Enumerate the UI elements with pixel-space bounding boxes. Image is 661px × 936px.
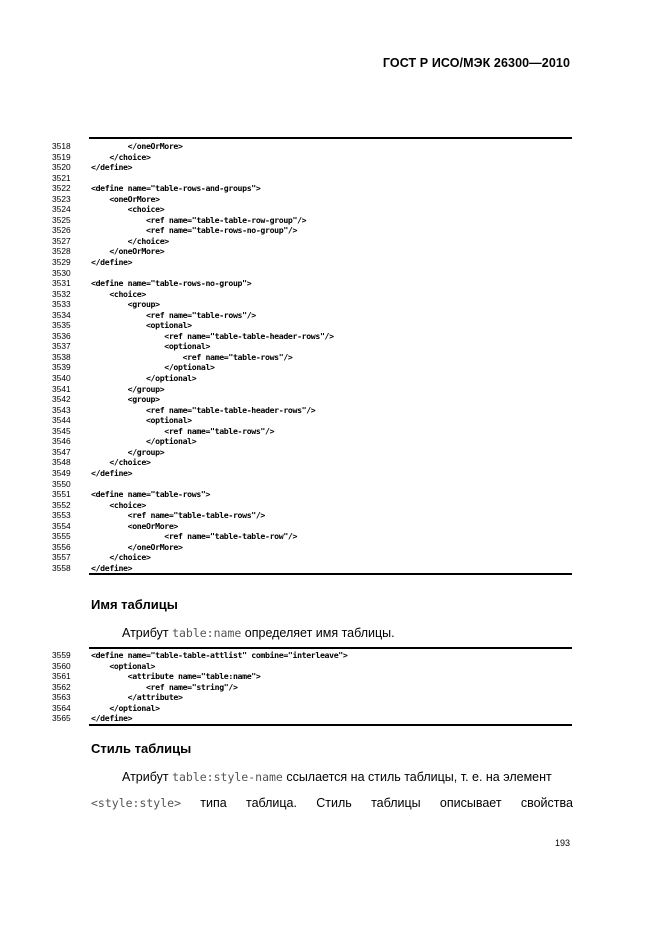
code-text: <define name="table-rows-and-groups"> (91, 183, 261, 194)
code-text: <define name="table-rows"> (91, 489, 211, 500)
line-number: 3538 (52, 351, 71, 362)
code-text: <choice> (91, 288, 146, 299)
code-line (52, 457, 572, 468)
page-number: 193 (554, 838, 570, 848)
line-number: 3547 (52, 446, 71, 457)
line-number: 3552 (52, 499, 71, 510)
code-line (52, 552, 572, 563)
code-line (52, 415, 572, 426)
code-line (52, 162, 572, 173)
code-line (52, 152, 572, 163)
code-text: <attribute name="table:name"> (91, 671, 261, 682)
code-text: <ref name="table-rows"/> (91, 309, 256, 320)
code-text: <ref name="table-table-rows"/> (91, 510, 266, 521)
line-number: 3565 (52, 713, 71, 724)
line-number: 3557 (52, 552, 71, 563)
line-number: 3543 (52, 404, 71, 415)
code-line (52, 394, 572, 405)
code-text: </optional> (91, 373, 197, 384)
line-number: 3556 (52, 541, 71, 552)
code-line (52, 692, 572, 703)
line-number: 3537 (52, 341, 71, 352)
line-number: 3539 (52, 362, 71, 373)
line-number: 3518 (52, 141, 71, 151)
code-line (52, 489, 572, 500)
code-line (52, 426, 572, 437)
code-line (52, 352, 572, 363)
line-number: 3555 (52, 531, 71, 542)
code-line (52, 447, 572, 458)
line-number: 3550 (52, 478, 71, 489)
code-text: </optional> (91, 702, 160, 713)
code-text: </choice> (91, 235, 169, 246)
code-text: <group> (91, 394, 160, 405)
listing-bottom-rule (89, 724, 572, 726)
document-header: ГОСТ Р ИСО/МЭК 26300—2010 (382, 56, 570, 70)
code-text: <ref name="table-rows"/> (91, 425, 275, 436)
line-number: 3542 (52, 394, 71, 405)
code-line (52, 225, 572, 236)
code-text: <define name="table-rows-no-group"> (91, 278, 252, 289)
code-text: <optional> (91, 341, 211, 352)
line-number: 3530 (52, 267, 71, 278)
paragraph-text: определяет имя таблицы. (241, 626, 395, 640)
code-text: <ref name="table-table-header-rows"/> (91, 404, 316, 415)
section-heading-table-style: Стиль таблицы (91, 741, 192, 756)
line-number: 3522 (52, 183, 71, 194)
code-line (52, 405, 572, 416)
line-number: 3549 (52, 467, 71, 478)
code-line (52, 521, 572, 532)
code-line (52, 299, 572, 310)
paragraph-word: таблица. (245, 796, 297, 810)
code-line (52, 215, 572, 226)
code-line (52, 204, 572, 215)
code-line (52, 278, 572, 289)
code-line (52, 141, 572, 152)
paragraph-word: типа (200, 796, 227, 810)
code-line (52, 341, 572, 352)
code-text: </oneOrMore> (91, 246, 165, 257)
code-text: <ref name="table-rows-no-group"/> (91, 225, 298, 236)
paragraph-text: Атрибут (122, 770, 173, 784)
code-text: <choice> (91, 204, 165, 215)
paragraph-text: Атрибут (122, 626, 173, 640)
code-line (52, 510, 572, 521)
code-line (52, 331, 572, 342)
code-listing-2 (52, 647, 572, 726)
line-number: 3551 (52, 489, 71, 500)
code-text: <oneOrMore> (91, 193, 160, 204)
code-listing-1 (52, 137, 572, 575)
line-number: 3561 (52, 671, 71, 682)
code-text: </choice> (91, 552, 151, 563)
line-number: 3523 (52, 193, 71, 204)
code-text: <optional> (91, 660, 156, 671)
paragraph-word: описывает (439, 796, 502, 810)
listing-lines (52, 649, 572, 724)
code-text: </define> (91, 562, 133, 573)
paragraph-table-style-line1 (122, 770, 552, 784)
code-line (52, 436, 572, 447)
code-line (52, 661, 572, 672)
code-text: </optional> (91, 436, 197, 447)
paragraph-word: свойства (520, 796, 573, 810)
section-heading-table-name: Имя таблицы (91, 597, 178, 612)
line-number: 3535 (52, 320, 71, 331)
code-line (52, 373, 572, 384)
line-number: 3533 (52, 299, 71, 310)
code-text: <ref name="table-table-header-rows"/> (91, 330, 334, 341)
code-line (52, 703, 572, 714)
code-text: <optional> (91, 320, 192, 331)
line-number: 3527 (52, 235, 71, 246)
paragraph-table-style-line2 (91, 796, 573, 810)
code-text: <ref name="string"/> (91, 681, 238, 692)
code-line (52, 236, 572, 247)
code-line (52, 320, 572, 331)
code-text: <define name="table-table-attlist" combine="interleave"> (91, 650, 348, 660)
code-line (52, 671, 572, 682)
code-text: <ref name="table-rows"/> (91, 351, 293, 362)
paragraph-word: таблицы (371, 796, 421, 810)
code-line (52, 257, 572, 268)
line-number: 3526 (52, 225, 71, 236)
line-number: 3546 (52, 436, 71, 447)
code-text: </define> (91, 467, 133, 478)
code-text: <group> (91, 299, 160, 310)
code-line (52, 479, 572, 490)
code-line (52, 682, 572, 693)
code-text: </choice> (91, 457, 151, 468)
code-line (52, 310, 572, 321)
line-number: 3534 (52, 309, 71, 320)
code-text: <optional> (91, 415, 192, 426)
line-number: 3521 (52, 172, 71, 183)
code-text: </group> (91, 446, 165, 457)
line-number: 3553 (52, 510, 71, 521)
code-line (52, 173, 572, 184)
line-number: 3531 (52, 278, 71, 289)
code-text: </optional> (91, 362, 215, 373)
line-number: 3525 (52, 214, 71, 225)
line-number: 3519 (52, 151, 71, 162)
line-number: 3524 (52, 204, 71, 215)
line-number: 3536 (52, 330, 71, 341)
code-line (52, 183, 572, 194)
code-text: </attribute> (91, 692, 183, 703)
code-text: </define> (91, 162, 133, 173)
code-line (52, 531, 572, 542)
code-line (52, 362, 572, 373)
code-line (52, 194, 572, 205)
code-line (52, 713, 572, 724)
code-line (52, 384, 572, 395)
line-number: 3541 (52, 383, 71, 394)
line-number: 3528 (52, 246, 71, 257)
line-number: 3548 (52, 457, 71, 468)
line-number: 3520 (52, 162, 71, 173)
inline-code: table:style-name (172, 770, 283, 784)
inline-code: <style:style> (91, 796, 182, 810)
line-number: 3545 (52, 425, 71, 436)
line-number: 3563 (52, 692, 71, 703)
code-text: </oneOrMore> (91, 141, 183, 151)
line-number: 3529 (52, 257, 71, 268)
code-text: <choice> (91, 499, 146, 510)
code-text: <ref name="table-table-row"/> (91, 531, 298, 542)
code-line (52, 468, 572, 479)
code-line (52, 542, 572, 553)
line-number: 3560 (52, 660, 71, 671)
line-number: 3532 (52, 288, 71, 299)
code-text: <ref name="table-table-row-group"/> (91, 214, 307, 225)
code-text: </define> (91, 713, 133, 724)
line-number: 3559 (52, 650, 71, 660)
code-line (52, 289, 572, 300)
line-number: 3540 (52, 373, 71, 384)
line-number: 3562 (52, 681, 71, 692)
inline-code: table:name (172, 626, 242, 640)
line-number: 3558 (52, 562, 71, 573)
code-line (52, 650, 572, 661)
code-line (52, 268, 572, 279)
line-number: 3544 (52, 415, 71, 426)
listing-lines (52, 139, 572, 573)
code-line (52, 563, 572, 574)
listing-bottom-rule (89, 573, 572, 575)
code-text: <oneOrMore> (91, 520, 179, 531)
paragraph-word: Стиль (316, 796, 352, 810)
line-number: 3564 (52, 702, 71, 713)
paragraph-table-name (122, 626, 395, 640)
code-line (52, 246, 572, 257)
code-text: </define> (91, 257, 133, 268)
code-line (52, 500, 572, 511)
line-number: 3554 (52, 520, 71, 531)
paragraph-text: ссылается на стиль таблицы, т. е. на элемент (282, 770, 552, 784)
code-text: </group> (91, 383, 165, 394)
code-text: </oneOrMore> (91, 541, 183, 552)
code-text: </choice> (91, 151, 151, 162)
